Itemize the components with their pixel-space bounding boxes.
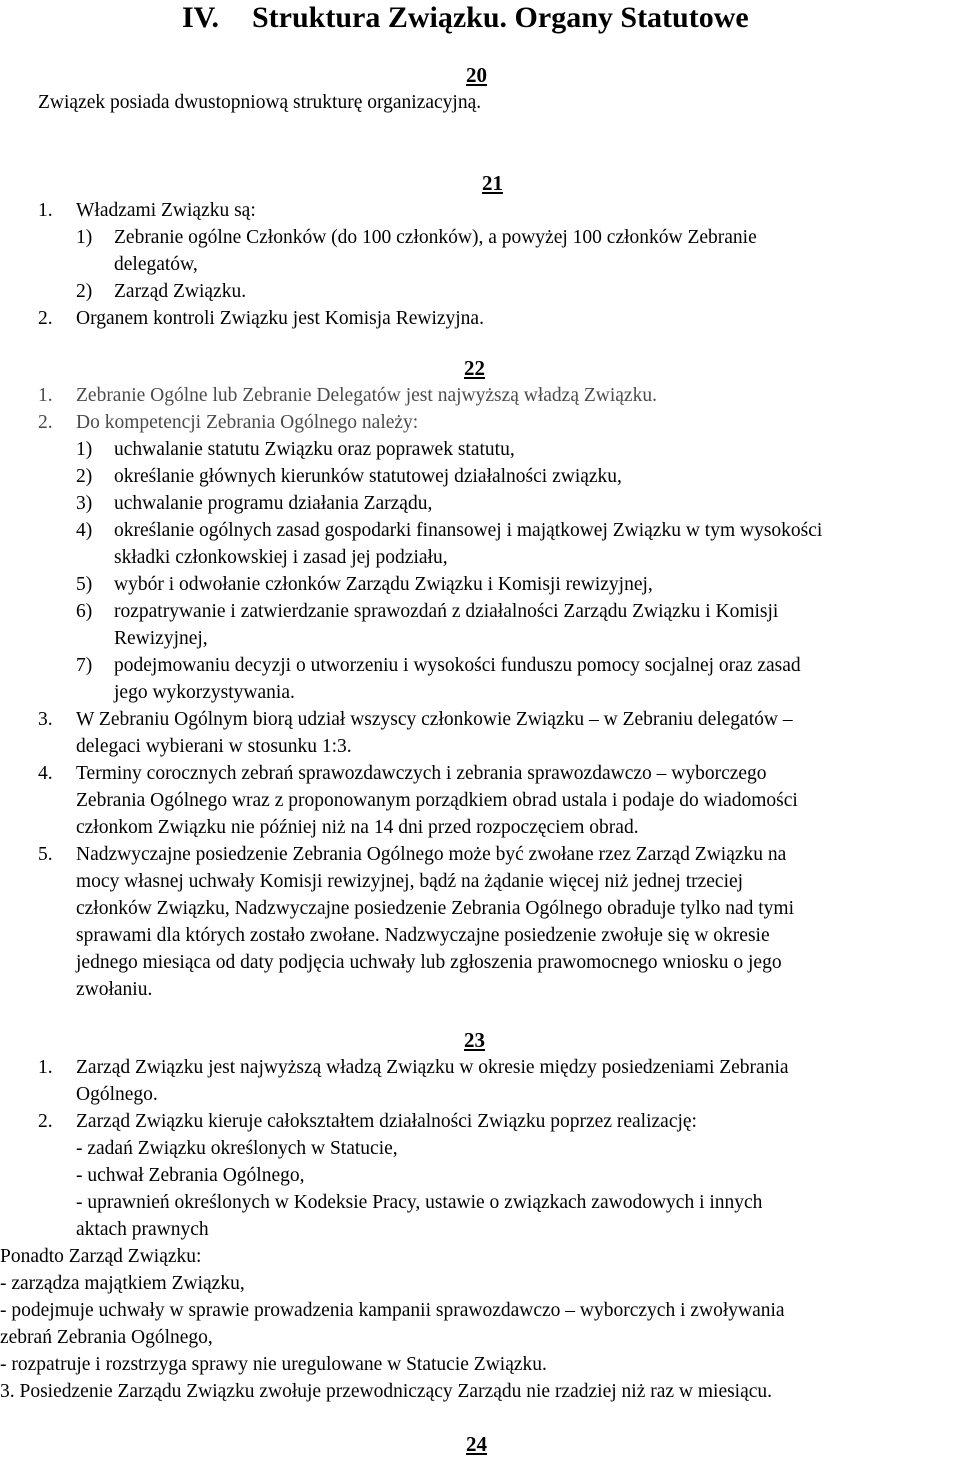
s23-dash-2: - uchwał Zebrania Ogólnego, (76, 1165, 305, 1186)
s22-point-4-cont-2: członkom Związku nie później niż na 14 dni przed rozpoczęciem obrad. (76, 817, 639, 838)
s23-bullet-2-cont: zebrań Zebrania Ogólnego, (0, 1327, 213, 1348)
section-21-heading: 21 (482, 171, 503, 195)
s23-bullet-2: - podejmuje uchwały w sprawie prowadzenia kampanii sprawozdawczo – wyborczych i zwoływania (0, 1300, 785, 1321)
section-20-heading: 20 (466, 63, 487, 87)
s23-bullet-3: - rozpatruje i rozstrzyga sprawy nie uregulowane w Statucie Związku. (0, 1354, 547, 1375)
chapter-number: IV. (182, 1, 219, 34)
s23-point-3: 3. Posiedzenie Zarządu Związku zwołuje przewodniczący Zarządu nie rzadziej niż raz w miesiącu. (0, 1381, 773, 1402)
s22-item-4-cont: składki członkowskiej i zasad jej podziału, (114, 547, 448, 568)
section-24-heading: 24 (466, 1432, 487, 1456)
chapter-title-text: Struktura Związku. Organy Statutowe (252, 1, 749, 34)
s22-point-5-cont-1: mocy własnej uchwały Komisji rewizyjnej, bądź na żądanie więcej niż jednej trzeciej (76, 871, 744, 892)
s23-bullet-1: - zarządza majątkiem Związku, (0, 1273, 245, 1294)
s21-item-1-cont: delegatów, (114, 254, 198, 275)
s23-dash-1: - zadań Związku określonych w Statucie, (76, 1138, 398, 1159)
section-20-text: Związek posiada dwustopniową strukturę organizacyjną. (38, 92, 482, 113)
s23-dash-3-cont: aktach prawnych (76, 1219, 209, 1240)
s22-point-4-cont-1: Zebrania Ogólnego wraz z proponowanym porządkiem obrad ustala i podaje do wiadomości (76, 790, 798, 811)
s23-dash-3: - uprawnień określonych w Kodeksie Pracy, ustawie o związkach zawodowych i innych (76, 1192, 763, 1213)
s23-ponadto: Ponadto Zarząd Związku: (0, 1246, 202, 1267)
section-22-heading: 22 (464, 356, 485, 380)
s22-point-5-cont-3: sprawami dla których zostało zwołane. Nadzwyczajne posiedzenie zwołuje się w okresie (76, 925, 770, 946)
chapter-title (182, 0, 749, 36)
s22-item-6-cont: Rewizyjnej, (114, 628, 208, 649)
s22-point-3-cont: delegaci wybierani w stosunku 1:3. (76, 736, 352, 757)
s22-point-5-cont-5: zwołaniu. (76, 979, 153, 1000)
s23-point-1-cont: Ogólnego. (76, 1084, 158, 1105)
section-23-heading: 23 (464, 1028, 485, 1052)
s22-item-7-cont: jego wykorzystywania. (114, 682, 295, 703)
s22-point-5-cont-2: członków Związku, Nadzwyczajne posiedzenie Zebrania Ogólnego obraduje tylko nad tymi (76, 898, 794, 919)
s22-point-5-cont-4: jednego miesiąca od daty podjęcia uchwały lub zgłoszenia prawomocnego wniosku o jego (76, 952, 782, 973)
